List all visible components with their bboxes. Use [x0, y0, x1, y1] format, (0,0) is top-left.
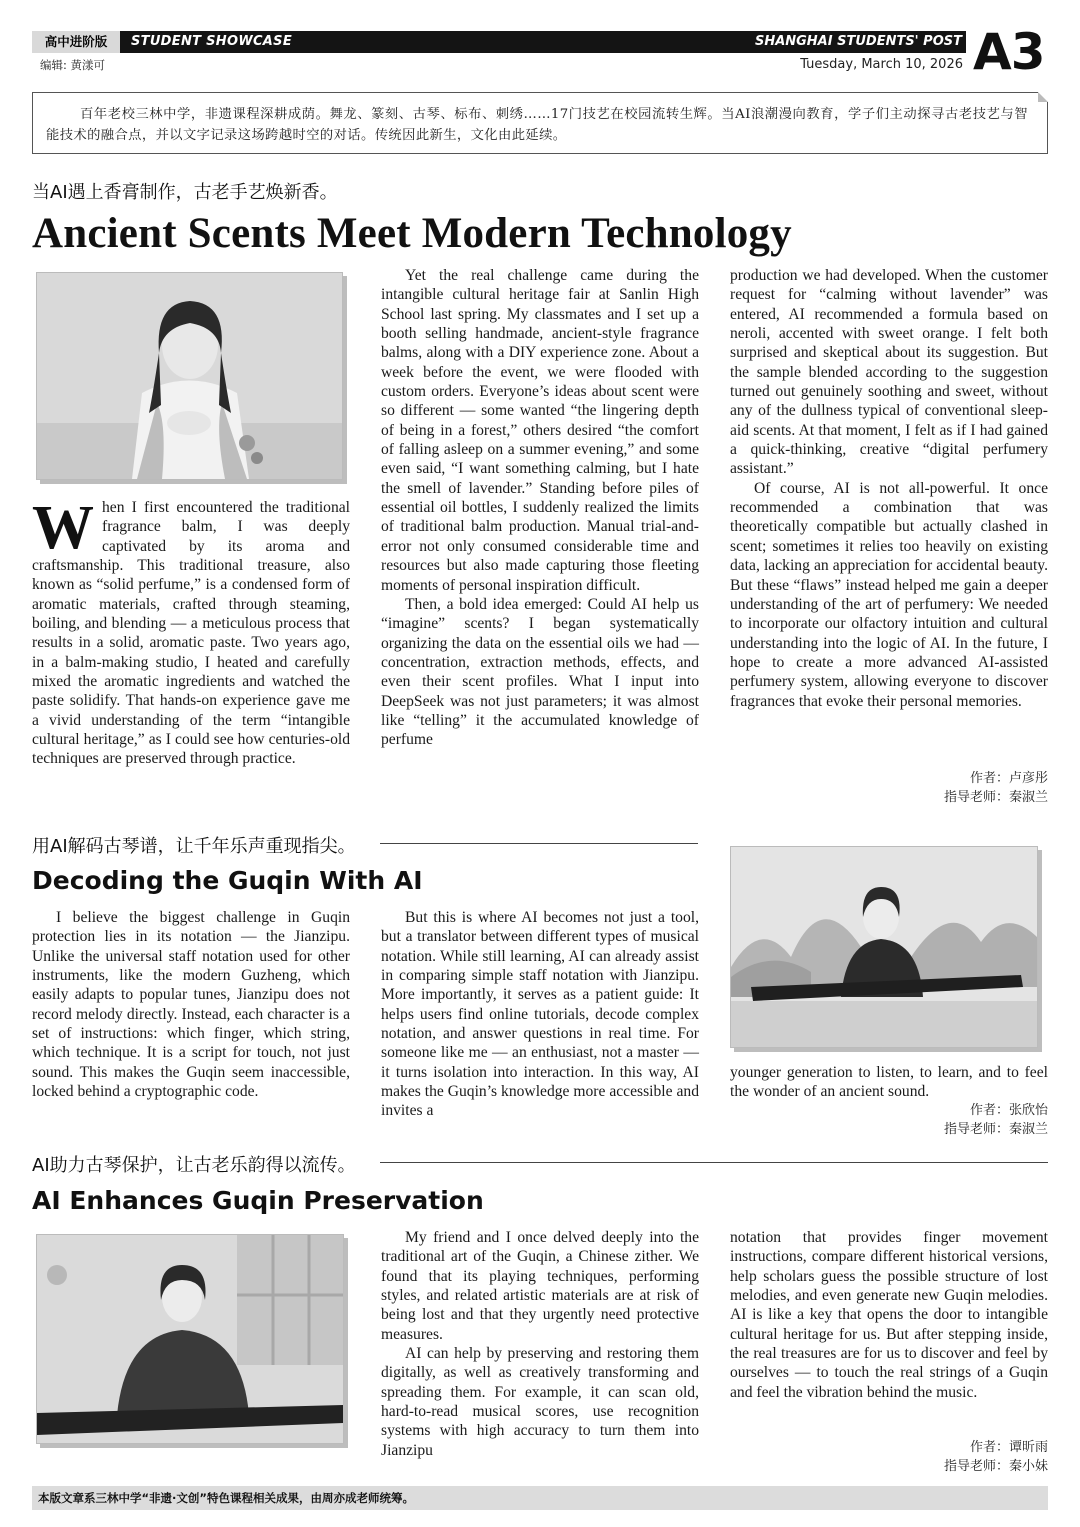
article3-col2-p1: My friend and I once delved deeply into the traditional art of the Guqin, a Chinese zither. We found that its playing techniques, performing styles, and related artistic materials are at risk of being lost and that they urgently need protective measures.: [381, 1229, 699, 1343]
article1-kicker: 当AI遇上香膏制作，古老手艺焕新香。: [32, 182, 338, 203]
article1-col2-p2: Then, a bold idea emerged: Could AI help us “imagine” scents? I began systematically organizing the data on the essential oils we had — concentration, extraction methods, effects, and even their scent profiles. What I input into DeepSeek was not just parameters; it was almost like “telling” it the accumulated knowledge of perfume: [381, 595, 699, 749]
article2-col2-p1: But this is where AI becomes not just a tool, but a translator between different types of musical notation. While still learning, AI can already assist in comparing simple staff notation with Jianzipu. More importantly, it serves as a patient guide: It helps users find online tutorials, decode complex notation, and answer questions in real time. For someone like me — an enthusiast, not a master — it turns isolation into interaction. In this way, AI makes the Guqin’s knowledge more accessible and invites a: [381, 909, 699, 1120]
article3-rule: [380, 1162, 1048, 1163]
intro-text: 百年老校三林中学，非遗课程深耕成荫。舞龙、篆刻、古琴、标布、刺绣……17门技艺在校园流转生辉。当AI浪潮漫向教育，学子们主动探寻古老技艺与智能技术的融合点，并以文字记录这场跨越时空的对话。传统因此新生，文化由此延续。: [46, 107, 1028, 143]
article2-photo: [730, 846, 1038, 1048]
article2-col1: [32, 908, 350, 1101]
article2-headline: Decoding the Guqin With AI: [32, 866, 423, 895]
portrait-image-icon: [37, 273, 342, 479]
article2-col2: [381, 908, 699, 1121]
article3-kicker: AI助力古琴保护，让古老乐韵得以流传。: [32, 1155, 356, 1176]
article1-byline: [730, 769, 1048, 807]
article1-col1: [32, 494, 350, 769]
section-label: STUDENT SHOWCASE: [131, 34, 293, 49]
article3-col3: [730, 1228, 1048, 1402]
editor-credit: 编辑: 黄漾可: [40, 58, 106, 72]
article2-col1-p1: I believe the biggest challenge in Guqin protection lies in its notation — the Jianzipu. Unlike the universal staff notation used for other instruments, like the modern Guzheng, which easily adapts to popular tunes, Jianzipu does not record melody directly. Instead, each character is a set of instructions: which finger, which string, which technique. It is a script for touch, not just sound. This makes the Guqin seem inaccessible, locked behind a cryptographic code.: [32, 909, 350, 1101]
article2-col3: [730, 1063, 1048, 1102]
article1-headline: Ancient Scents Meet Modern Technology: [32, 210, 792, 257]
article2-advisor: 指导老师：秦淑兰: [943, 1122, 1048, 1137]
article1-col3: [730, 266, 1048, 711]
article1-col2: [381, 266, 699, 750]
paper-name: SHANGHAI STUDENTS' POST: [754, 34, 962, 49]
article3-advisor: 指导老师：秦小妹: [943, 1459, 1048, 1474]
article3-author: 作者：谭昕雨: [969, 1440, 1048, 1455]
article3-col2-p2: AI can help by preserving and restoring them digitally, as well as creatively transforming and spreading them. For example, it can scan old, hard-to-read musical scores, use recognition systems with high accuracy to turn them into Jianzipu: [381, 1345, 699, 1459]
guqin-backdrop-image-icon: [731, 847, 1037, 1047]
edition-label: 高中进阶版: [32, 31, 120, 53]
article1-advisor: 指导老师：秦淑兰: [943, 790, 1048, 805]
article1-dropcap: W: [32, 494, 94, 562]
article3-byline: [730, 1438, 1048, 1476]
article1-col2-p1: Yet the real challenge came during the intangible cultural heritage fair at Sanlin High School last spring. My classmates and I set up a booth selling handmade, ancient-style fragrance balms, along with a DIY experience zone. About a week before the event, we were flooded with custom orders. Everyone’s ideas about scent were so different — some wanted “the lingering depth of being in a forest,” others desired “the comfort of falling asleep on a summer evening,” and some even said, “I want something calming, but I hate the smell of lavender.” Standing before piles of essential oil bottles, I suddenly realized the limits of traditional balm production. Manual trial-and-error not only consumed considerable time and resources but also made capturing those fleeting moments of personal inspiration difficult.: [381, 267, 699, 594]
article3-col3-p1: notation that provides finger movement instructions, compare different historical versions, help scholars guess the possible structure of lost melodies, and even generate new Guqin melodies. AI is like a key that opens the door to intangible cultural heritage for us. But after stepping inside, the real treasures are for us to discover and feel by ourselves — to touch the real strings of a Guqin and feel the vibration behind the music.: [730, 1229, 1048, 1401]
article2-kicker: 用AI解码古琴谱，让千年乐声重现指尖。: [32, 836, 356, 857]
issue-date: Tuesday, March 10, 2026: [800, 57, 963, 72]
article1-col3-p1: production we had developed. When the customer request for “calming without lavender” was entered, AI recommended a formula based on neroli, accented with sweet orange. I felt both surprised and skeptical about its suggestion. But the sample blended according to the suggestion turned out genuinely soothing and sweet, without any of the dullness typical of conventional sleep-aid scents. At that moment, I felt as if I had gained a quick-thinking, creative “digital perfumery assistant.”: [730, 267, 1048, 478]
article2-author: 作者：张欣怡: [969, 1103, 1048, 1118]
article1-author: 作者：卢彦彤: [969, 771, 1048, 786]
article1-col1-p1: hen I first encountered the traditional fragrance balm, I was deeply captivated by its aroma and craftsmanship. This traditional treasure, also known as “solid perfume,” is a condensed form of aromatic materials, crafted through steaming, boiling, and blending — a meticulous process that results in a solid, aromatic paste. Two years ago, in a balm-making studio, I heated and carefully mixed the aromatic ingredients and watched the paste solidify. That hands-on experience gave me a vivid understanding of the term “intangible cultural heritage,” as I could see how centuries-old techniques are preserved through practice.: [32, 499, 350, 768]
article3-headline: AI Enhances Guqin Preservation: [32, 1186, 484, 1215]
article1-photo: [36, 272, 343, 480]
classroom-guqin-image-icon: [37, 1235, 343, 1443]
article2-col3-p1: younger generation to listen, to learn, and to feel the wonder of an ancient sound.: [730, 1064, 1048, 1101]
article2-rule: [380, 843, 698, 844]
footer-note: 本版文章系三林中学“非遗·文创”特色课程相关成果，由周亦成老师统筹。: [32, 1486, 1048, 1510]
article3-col2: [381, 1228, 699, 1460]
article3-photo: [36, 1234, 344, 1444]
page-number: A3: [973, 23, 1045, 81]
article2-byline: [730, 1101, 1048, 1139]
article1-col3-p2: Of course, AI is not all-powerful. It once recommended a combination that was theoretically compatible but actually clashed in scent; sometimes it relies too heavily on existing data, lacking an appreciation for accidental beauty. But these “flaws” instead helped me gain a deeper understanding of the art of perfumery: We needed to incorporate our olfactory intuition and cultural understanding into the logic of AI. In the future, I hope to create a more advanced AI-assisted perfumery system, allowing everyone to discover fragrances that evoke their personal memories.: [730, 479, 1048, 710]
